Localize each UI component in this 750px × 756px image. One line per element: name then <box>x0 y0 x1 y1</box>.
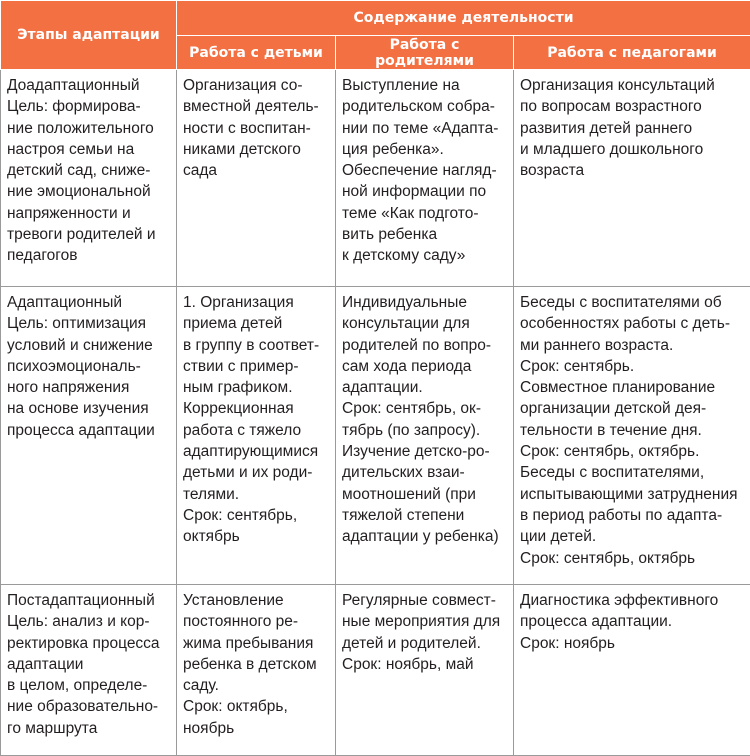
stage-cell: Адаптационный Цель: оптимизация условий и снижение психоэмоциональ- ного напряжения на основе изучения процесса адаптации <box>1 287 177 585</box>
teachers-cell: Организация консультаций по вопросам возрастного развития детей раннего и младшего дошкольного возраста <box>514 70 750 287</box>
children-cell: Организация со- вместной деятель- ности с воспитан- никами детского сада <box>177 70 336 287</box>
parents-header: Работа с родителями <box>336 36 514 70</box>
children-cell: 1. Организация приема детей в группу в соответ- ствии с пример- ным графиком. Коррекционная работа с тяжело адаптирующимися детьми и их роди- телями. Срок: сентябрь, октябрь <box>177 287 336 585</box>
children-header: Работа с детьми <box>177 36 336 70</box>
parents-cell: Выступление на родительском собра- нии по теме «Адапта- ция ребенка». Обеспечение нагляд- ной информации по теме «Как подгото- вить ребенка к детскому саду» <box>336 70 514 287</box>
content-header: Содержание деятельности <box>177 1 750 36</box>
table-row-post-adaptation <box>1 585 750 756</box>
stage-cell: Доадаптационный Цель: формирова- ние положительного настроя семьи на детский сад, сниже- ние эмоциональной напряженности и тревоги родителей и педагогов <box>1 70 177 287</box>
table-row-adaptation <box>1 287 750 585</box>
teachers-header: Работа с педагогами <box>514 36 750 70</box>
teachers-cell: Беседы с воспитателями об особенностях работы с деть- ми раннего возраста. Срок: сентябрь. Совместное планирование организации детской дея- тельности в течение дня. Срок: сентябрь, октябрь. Беседы с воспитателями, испытывающими затруднения в период работы по адапта- ции детей. Срок: сентябрь, октябрь <box>514 287 750 585</box>
stage-cell: Постадаптационный Цель: анализ и кор- ректировка процесса адаптации в целом, определе- ние образовательно- го маршрута <box>1 585 177 756</box>
parents-cell: Индивидуальные консультации для родителей по вопро- сам хода периода адаптации. Срок: сентябрь, ок- тябрь (по запросу). Изучение детско-ро- дительских взаи- моотношений (при тяжелой степени адаптации у ребенка) <box>336 287 514 585</box>
stages-header: Этапы адаптации <box>1 1 177 70</box>
parents-cell: Регулярные совмест- ные мероприятия для детей и родителей. Срок: ноябрь, май <box>336 585 514 756</box>
table-row-pre-adaptation <box>1 70 750 287</box>
children-cell: Установление постоянного ре- жима пребывания ребенка в детском саду. Срок: октябрь, ноябрь <box>177 585 336 756</box>
teachers-cell: Диагностика эффективного процесса адаптации. Срок: ноябрь <box>514 585 750 756</box>
